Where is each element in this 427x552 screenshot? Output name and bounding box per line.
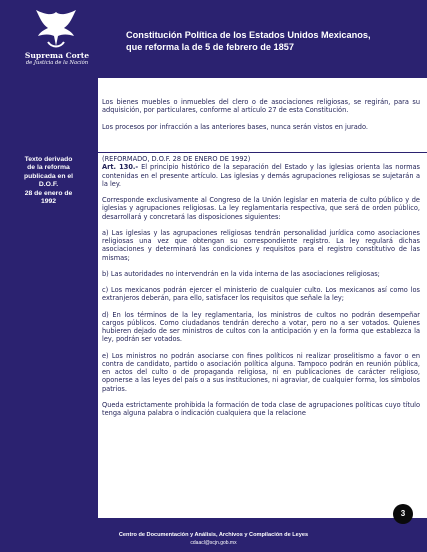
logo-line2: de Justicia de la Nación xyxy=(25,59,89,66)
side-note-line: 1992 xyxy=(40,198,57,206)
article-130-text xyxy=(102,155,420,425)
side-note-line: publicada en el xyxy=(23,172,74,180)
column-divider xyxy=(97,78,98,518)
side-note-line: de la reforma xyxy=(27,164,70,172)
paragraph: d) En los términos de la ley reglamentaria, los ministros de cultos no podrán desempeñar cargos públicos. Como ciudadanos tendrán derecho a votar, pero no a ser votados. Quienes hubieren dejado de ser ministros de cultos con la anticipación y en la forma que establezca la ley, podrán ser votados. xyxy=(102,310,420,344)
logo-line1: Suprema Corte xyxy=(24,51,90,60)
side-note-line: Texto derivado xyxy=(24,156,73,163)
title-line1: Constitución Política de los Estados Unidos Mexicanos, xyxy=(126,30,371,40)
side-note-line: 28 de enero de xyxy=(24,189,73,197)
paragraph: Los procesos por infracción a las anteriores bases, nunca serán vistos en jurado. xyxy=(102,122,369,131)
title-line2: que reforma la de 5 de febrero de 1857 xyxy=(126,41,294,52)
side-note-line: D.O.F. xyxy=(38,181,59,189)
paragraph: Los bienes muebles o inmuebles del clero o de asociaciones religiosas, se regirán, para su adquisición, por particulares, conforme al artículo 27 de esta Constitución. xyxy=(102,98,420,115)
article-label: Art. 130.- xyxy=(102,163,139,172)
paragraph: c) Los mexicanos podrán ejercer el ministerio de cualquier culto. Los mexicanos así como los extranjeros deberán, para ello, satisfacer los requisitos que señale la ley; xyxy=(102,286,420,303)
page-footer xyxy=(0,518,427,552)
article-intro-text: El principio histórico de la separación del Estado y las iglesias orienta las normas contenidas en el presente artículo. Las iglesias y demás agrupaciones religiosas se sujetarán a la ley. xyxy=(102,163,420,188)
reform-reference: (REFORMADO, D.O.F. 28 DE ENERO DE 1992) xyxy=(102,155,251,163)
left-margin-band xyxy=(0,78,97,518)
eagle-emblem-icon xyxy=(30,8,82,50)
page-number-badge: 3 xyxy=(393,504,413,524)
document-title xyxy=(126,30,422,53)
section-divider xyxy=(97,152,427,153)
paragraph: e) Los ministros no podrán asociarse con fines políticos ni realizar proselitismo a favor o en contra de candidato, partido o asociación política alguna. Tampoco podrán en reunión pública, en actos del culto o de propaganda religiosa, ni en publicaciones de carácter religioso, oponerse a las leyes del país o a sus instituciones, ni agraviar, de cualquier forma, los símbolos patrios. xyxy=(102,351,420,393)
paragraph: a) Las iglesias y las agrupaciones religiosas tendrán personalidad jurídica como asociaciones religiosas una vez que obtengan su correspondiente registro. La ley regulará dichas asociaciones y determinará las condiciones y requisitos para el registro constitutivo de las mismas; xyxy=(102,228,420,262)
paragraph: b) Las autoridades no intervendrán en la vida interna de las asociaciones religiosas; xyxy=(102,269,380,278)
previous-article-text xyxy=(102,98,420,139)
article-intro xyxy=(102,163,420,188)
institution-logo-text xyxy=(14,52,100,67)
paragraph: Queda estrictamente prohibida la formación de toda clase de agrupaciones políticas cuyo título tenga alguna palabra o indicación cualquiera que la relacione xyxy=(102,400,420,417)
paragraph: Corresponde exclusivamente al Congreso de la Unión legislar en materia de culto público y de iglesias y agrupaciones religiosas. La ley reglamentaria respectiva, que será de orden público, desarrollará y concretará las disposiciones siguientes: xyxy=(102,196,420,221)
footer-department: Centro de Documentación y Análisis, Archivos y Compilación de Leyes xyxy=(118,532,309,538)
page-header xyxy=(0,0,427,78)
footer-email: cdaacl@scjn.gob.mx xyxy=(190,540,237,546)
reform-side-note xyxy=(0,152,97,206)
